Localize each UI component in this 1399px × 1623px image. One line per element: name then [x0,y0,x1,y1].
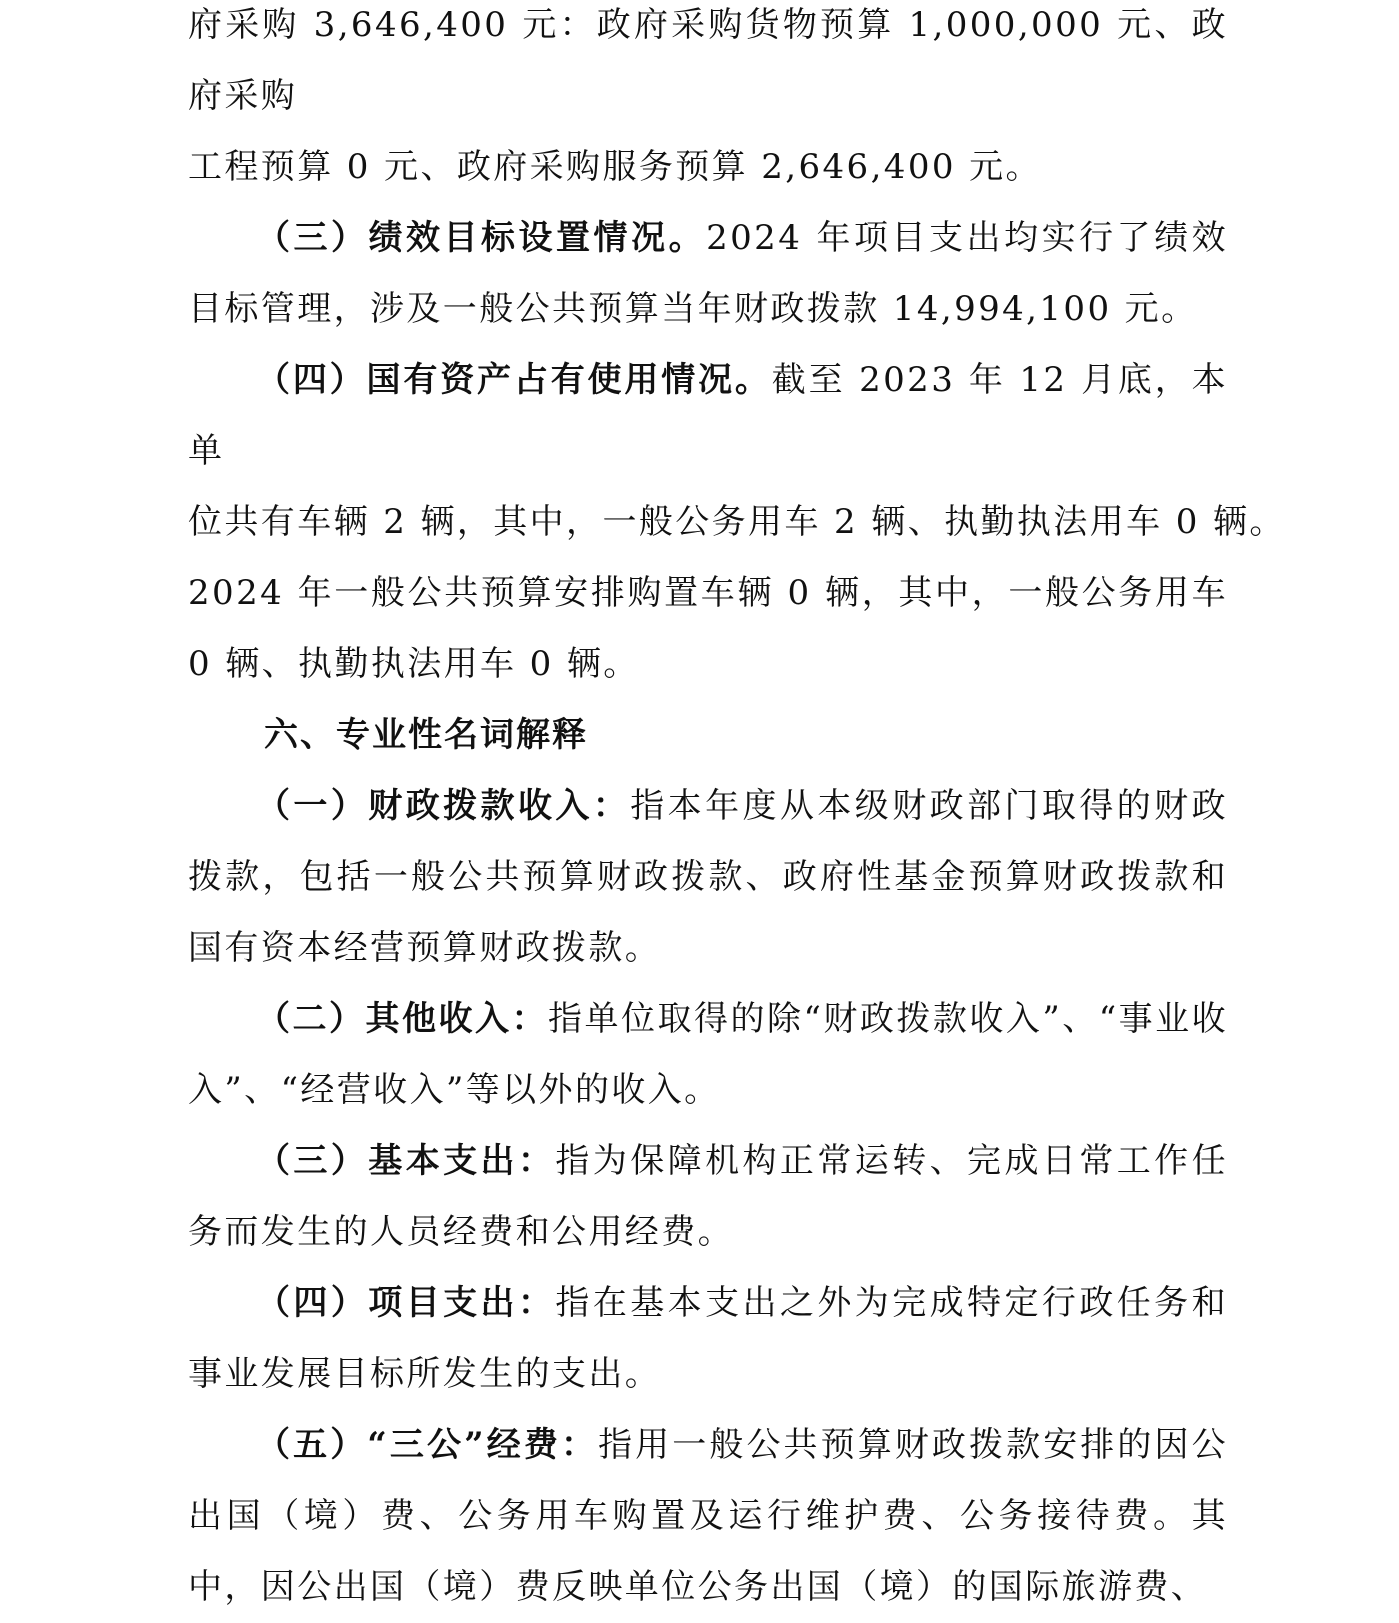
term-lead: （一）财政拨款收入： [256,786,631,826]
term-project-expenditure [188,1268,1228,1410]
procurement-line-2: 工程预算 0 元、政府采购服务预算 2,646,400 元。 [188,147,1042,187]
paragraph-performance-targets [188,203,1228,345]
term-text: 指为保障机构正常运转、完成日常工作任务而发生的人员经费和公用经费。 [188,1141,1228,1252]
term-text: 指单位取得的除“财政拨款收入”、“事业收入”、“经营收入”等以外的收入。 [188,999,1228,1110]
term-text: 指在基本支出之外为完成特定行政任务和事业发展目标所发生的支出。 [188,1283,1228,1394]
paragraph-state-assets [188,345,1286,700]
term-lead: （三）基本支出： [256,1141,556,1181]
document-page [188,0,1286,1623]
term-other-income [188,984,1228,1126]
procurement-line-1: 府采购 3,646,400 元：政府采购货物预算 1,000,000 元、政府采购 [188,5,1228,116]
assets-line-1: 截至 2023 年 12 月底，本单 [188,360,1228,471]
performance-text: 2024 年项目支出均实行了绩效目标管理，涉及一般公共预算当年财政拨款 14,994,100 元。 [188,218,1229,329]
term-text: 指本年度从本级财政部门取得的财政拨款，包括一般公共预算财政拨款、政府性基金预算财政拨款和国有资本经营预算财政拨款。 [188,786,1229,968]
term-lead: （二）其他收入： [256,999,548,1039]
assets-line-3: 2024 年一般公共预算安排购置车辆 0 辆，其中，一般公务用车 0 辆、执勤执法用车 0 辆。 [188,573,1228,684]
term-basic-expenditure [188,1126,1228,1268]
assets-lead: （四）国有资产占有使用情况。 [256,360,772,400]
performance-lead: （三）绩效目标设置情况。 [256,218,707,258]
term-text: 指用一般公共预算财政拨款安排的因公出国（境）费、公务用车购置及运行维护费、公务接待费。其中，因公出国（境）费反映单位公务出国（境）的国际旅游费、 [188,1425,1228,1607]
term-lead: （五）“三公”经费： [256,1425,599,1465]
term-lead: （四）项目支出： [256,1283,556,1323]
section-heading-terms: 六、专业性名词解释 [264,715,588,755]
assets-line-2: 位共有车辆 2 辆，其中，一般公务用车 2 辆、执勤执法用车 0 辆。 [188,502,1286,542]
paragraph-procurement [188,0,1228,203]
term-fiscal-appropriation-income [188,771,1228,984]
term-three-public-expenses [188,1410,1228,1623]
